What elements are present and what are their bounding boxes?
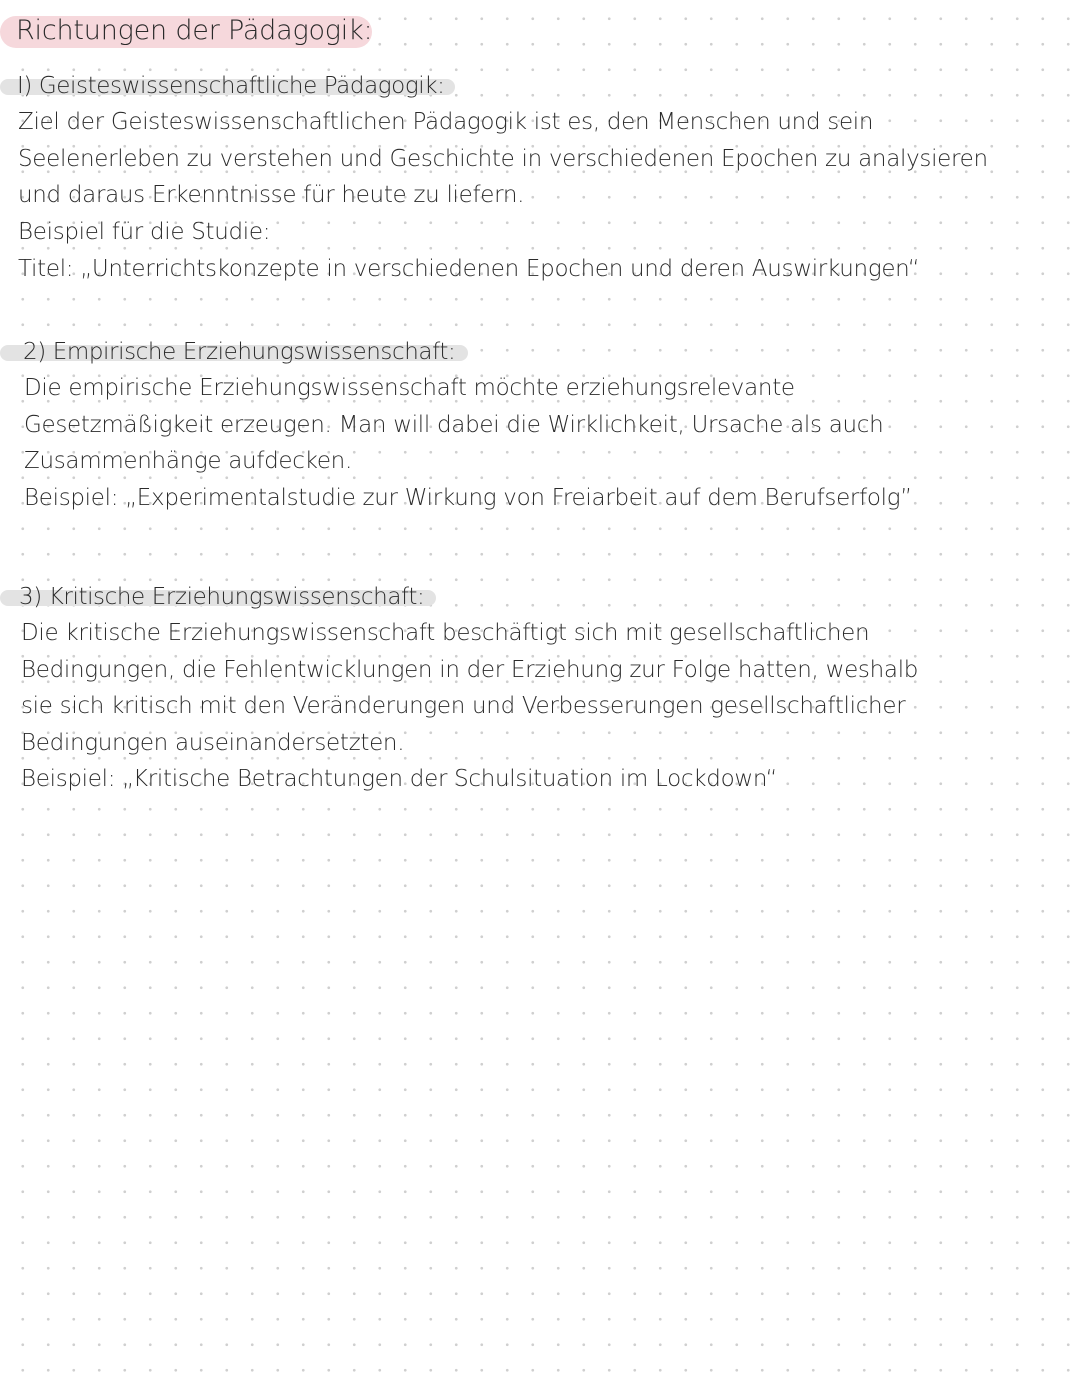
title-block <box>0 12 372 50</box>
section-heading-block <box>0 579 1060 615</box>
section-heading-block <box>0 334 1060 370</box>
section-geisteswissenschaftliche-paedagogik <box>0 68 1060 288</box>
section-heading-block <box>0 68 1060 104</box>
section-kritische-erziehungswissenschaft <box>0 579 1060 798</box>
example-title: Titel: „Unterrichtskonzepte in verschiedenen Epochen und deren Auswirkungen“ <box>18 255 920 282</box>
page-title: Richtungen der Pädagogik: <box>16 15 373 46</box>
section-body: Ziel der Geisteswissenschaftlichen Pädagogik ist es, den Menschen und sein Seelenerleben zu verstehen und Geschichte in verschiedenen Epochen zu analysieren und daraus Erkenntnisse für heute zu liefern. <box>18 109 988 208</box>
section-body: Die empirische Erziehungswissenschaft möchte erziehungsrelevante Gesetzmäßigkeit erzeugen. Man will dabei die Wirklichkeit, Ursache als auch Zusammenhänge aufdecken. <box>24 375 884 474</box>
section-body: Die kritische Erziehungswissenschaft beschäftigt sich mit gesellschaftlichen Bedingungen, die Fehlentwicklungen in der Erziehung zur Folge hatten, weshalb sie sich kritisch mit den Veränderungen und Verbesserungen gesellschaftlicher Bedingungen auseinandersetzten. <box>21 620 919 756</box>
example-title: Beispiel: „Experimentalstudie zur Wirkung von Freiarbeit auf dem Berufserfolg” <box>24 484 912 511</box>
section-empirische-erziehungswissenschaft <box>0 334 1060 517</box>
section-heading: 2) Empirische Erziehungswissenschaft: <box>23 339 456 365</box>
example-title: Beispiel: „Kritische Betrachtungen der Schulsituation im Lockdown“ <box>21 766 778 792</box>
section-heading: I) Geisteswissenschaftliche Pädagogik: <box>17 73 445 99</box>
example-intro: Beispiel für die Studie: <box>18 218 271 245</box>
section-heading: 3) Kritische Erziehungswissenschaft: <box>19 584 425 610</box>
